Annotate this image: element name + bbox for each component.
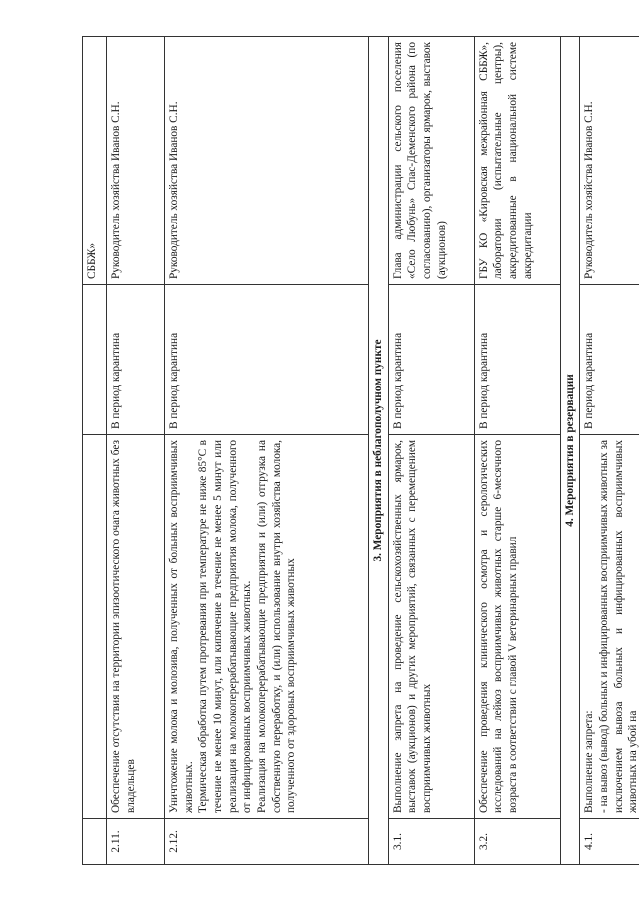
table-row [165,37,369,865]
table-row [107,37,165,865]
measure-text [580,435,639,819]
measures-table [82,36,639,865]
section-title: 4. Мероприятия в резервации [560,37,580,865]
measure-paragraph: Термическая обработка путем протревания при температуре не ниже 85°С в течение не менее 10 минут, или кипячение в течение не менее 5 минут или реализация на молокоперерабатывающие предприятия молока, полученного от инфицированных восприимчивых животных. [197,440,254,813]
responsible-text: Глава администрации сельского поселения «Село Любунь» Спас-Деменского района (по согласованию), организаторы ярмарок, выставок (аукционов) [388,37,474,285]
measure-paragraph: Выполнение запрета: [583,710,596,813]
term-cell [83,285,107,435]
table-row [580,37,639,865]
row-number: 2.11. [107,819,165,865]
measure-paragraph: Реализация на молокоперерабатывающие предприятия и (или) отгрузка на собственную переработку, и (или) использование внутри хозяйства молока, полученного от здоровых восприимчивых животных [256,440,298,813]
measure-text: Выполнение запрета на проведение сельскохозяйственных ярмарок, выставок (аукционов) и других мероприятий, связанных с перемещением восприимчивых животных [388,435,474,819]
measure-text: Обеспечение проведения клинического осмотра и серологических исследований на лейкоз восприимчивых животных старше 6-месячного возраста в соответствии с главой V ветеринарных правил [474,435,560,819]
responsible-cell: СББЖ» [83,37,107,285]
row-number: 2.12. [165,819,369,865]
section-header-row [560,37,580,865]
row-number: 3.1. [388,819,474,865]
measure-text: Обеспечение отсутствия на территории эпизоотического очага животных без владельцев [107,435,165,819]
section-header-row [369,37,389,865]
responsible-text: Руководитель хозяйства Иванов С.Н. [580,37,639,285]
table-row [388,37,474,865]
measure-text [165,435,369,819]
row-number: 3.2. [474,819,560,865]
measure-paragraph: Уничтожение молока и молозива, полученных от больных восприимчивых животных. [168,440,195,813]
term-text: В период карантина [474,285,560,435]
responsible-text: Руководитель хозяйства Иванов С.Н. [107,37,165,285]
term-text: В период карантина [107,285,165,435]
term-text: В период карантина [388,285,474,435]
term-text: В период карантина [165,285,369,435]
section-title: 3. Мероприятия в неблагополучном пункте [369,37,389,865]
measure-cell [83,435,107,819]
table-row [83,37,107,865]
responsible-text: Руководитель хозяйства Иванов С.Н. [165,37,369,285]
responsible-text: ГБУ КО «Кировская межрайонная СББЖ», лаборатории (испытательные центры), аккредитованные в национальной системе аккредитации [474,37,560,285]
table-row [474,37,560,865]
num-cell [83,819,107,865]
measure-paragraph: - на вывоз (вывод) больных и инфицированных восприимчивых животных за исключением вывоза больных и инфицированных восприимчивых животных на убой на [598,440,639,813]
term-text: В период карантина [580,285,639,435]
row-number: 4.1. [580,819,639,865]
